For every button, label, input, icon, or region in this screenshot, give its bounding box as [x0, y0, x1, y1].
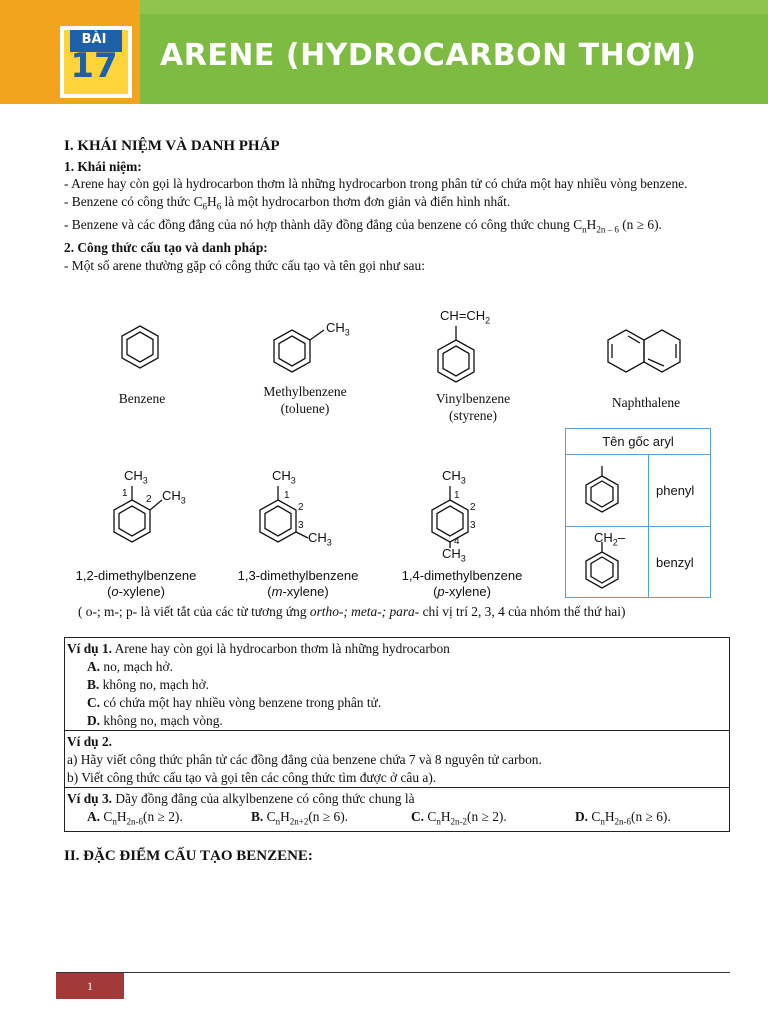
- p-xylene-pos-3: 3: [470, 520, 476, 531]
- m-xylene-pos-3: 3: [298, 520, 304, 531]
- examples-box: [64, 637, 730, 832]
- benzene-ring-icon: [122, 326, 158, 368]
- o-xylene-pos-1: 1: [122, 488, 128, 499]
- example-2-label: Ví dụ 2.: [67, 734, 113, 749]
- section-2-heading: II. ĐẶC ĐIỂM CẤU TẠO BENZENE:: [64, 848, 313, 864]
- p-xylene-ch3-1: $CH_3$: [442, 468, 466, 486]
- toluene-ch3-label: $CH_3$: [326, 320, 350, 338]
- example-3: [65, 787, 729, 831]
- p-xylene-ch3-4: $CH_3$: [442, 546, 466, 564]
- benzyl-ch2-label: $CH_2-$: [594, 530, 626, 548]
- subsection-concept-heading: 1. Khái niệm:: [64, 158, 142, 174]
- lesson-badge-number: 17: [70, 46, 118, 86]
- abbreviation-note: ( o-; m-; p- là viết tắt của các từ tương ứng ortho-; meta-; para- chỉ vị trí 2, 3, 4 của nhóm thế thứ hai): [78, 604, 626, 619]
- page-title: ARENE (HYDROCARBON THƠM): [160, 38, 697, 73]
- p-xylene-pos-2: 2: [470, 502, 476, 513]
- phenyl-label: phenyl: [656, 483, 695, 498]
- lesson-badge-label: BÀI: [81, 32, 107, 47]
- o-xylene-ch3-2: $CH_3$: [162, 488, 186, 506]
- toluene-name: Methylbenzene (toluene): [263, 384, 347, 416]
- subsection-naming-heading: 2. Công thức cấu tạo và danh pháp:: [64, 240, 268, 256]
- o-xylene-pos-2: 2: [146, 494, 152, 505]
- benzyl-label: benzyl: [656, 555, 694, 570]
- example-1-option-c: C. có chứa một hay nhiều vòng benzene trong phân tử.: [87, 695, 382, 710]
- m-xylene-ch3-1: $CH_3$: [272, 468, 296, 486]
- naphthalene-name: Naphthalene: [611, 395, 681, 410]
- o-xylene-name: 1,2-dimethylbenzene (o-xylene): [75, 568, 197, 599]
- m-xylene-pos-2: 2: [298, 502, 304, 513]
- example-1-option-a: A. no, mạch hở.: [87, 659, 173, 674]
- m-xylene-pos-1: 1: [284, 490, 290, 501]
- aryl-row-phenyl: [566, 455, 710, 526]
- example-2-part-a: a) Hãy viết công thức phân tử các đồng đẳng của benzene chứa 7 và 8 nguyên tử carbon.: [67, 752, 542, 767]
- p-xylene-ring-icon: [432, 486, 468, 548]
- page-number: 1: [56, 973, 124, 999]
- example-2: [65, 730, 729, 787]
- naming-paragraph: - Một số arene thường gặp có công thức cấu tạo và tên gọi như sau:: [64, 257, 425, 273]
- m-xylene-name: 1,3-dimethylbenzene (m-xylene): [237, 568, 359, 599]
- concept-paragraph-3: - Benzene và các đồng đẳng của nó hợp thành dãy đồng đẳng của benzene có công thức chung $C_nH_{2n - 6}$ (n ≥ 6).: [64, 217, 662, 235]
- styrene-vinyl-label: $CH=CH_2$: [440, 308, 491, 326]
- m-xylene-ch3-3: $CH_3$: [308, 530, 332, 548]
- example-3-options: [67, 808, 727, 831]
- example-3-option-a: A. $C_nH_{2n-6}(n \ge 2)$.: [87, 809, 183, 827]
- styrene-name: Vinylbenzene (styrene): [435, 391, 511, 423]
- styrene-ring-icon: [438, 326, 474, 382]
- concept-paragraph-2: - Benzene có công thức $C_6H_6$ là một hydrocarbon thơm đơn giản và điển hình nhất.: [64, 193, 511, 212]
- benzene-name: Benzene: [118, 391, 166, 406]
- concept-paragraph-1: - Arene hay còn gọi là hydrocarbon thơm là những hydrocarbon trong phân tử có chứa một hay nhiều vòng benzene.: [64, 176, 688, 192]
- example-2-part-b: b) Viết công thức cấu tạo và gọi tên các công thức tìm được ở câu a).: [67, 770, 437, 785]
- section-1-heading: I. KHÁI NIỆM VÀ DANH PHÁP: [64, 138, 280, 154]
- p-xylene-pos-1: 1: [454, 490, 460, 501]
- example-1-label: Ví dụ 1.: [67, 641, 113, 656]
- toluene-ring-icon: [274, 330, 324, 372]
- example-3-question: Dãy đồng đẳng của alkylbenzene có công thức chung là: [112, 791, 415, 806]
- example-3-option-c: C. $C_nH_{2n-2}(n \ge 2)$.: [411, 809, 507, 827]
- example-1-question: Arene hay còn gọi là hydrocarbon thơm là những hydrocarbon: [112, 641, 450, 656]
- example-1: [65, 638, 729, 730]
- example-1-option-d: D. không no, mạch vòng.: [87, 713, 223, 728]
- aryl-group-table: [565, 428, 711, 598]
- naphthalene-ring-icon: [608, 330, 680, 372]
- footer-divider: [56, 972, 730, 973]
- o-xylene-ch3-1: $CH_3$: [124, 468, 148, 486]
- aryl-row-benzyl: [566, 526, 710, 597]
- aryl-table-header: Tên gốc aryl: [566, 429, 710, 455]
- example-3-option-d: D. $C_nH_{2n-6}(n \ge 6)$.: [575, 809, 671, 827]
- p-xylene-name: 1,4-dimethylbenzene (p-xylene): [401, 568, 523, 599]
- p-xylene-pos-4: 4: [454, 536, 460, 547]
- example-3-option-b: B. $C_nH_{2n+2}(n \ge 6)$.: [251, 809, 349, 827]
- example-3-label: Ví dụ 3.: [67, 791, 113, 806]
- example-1-option-b: B. không no, mạch hở.: [87, 677, 210, 692]
